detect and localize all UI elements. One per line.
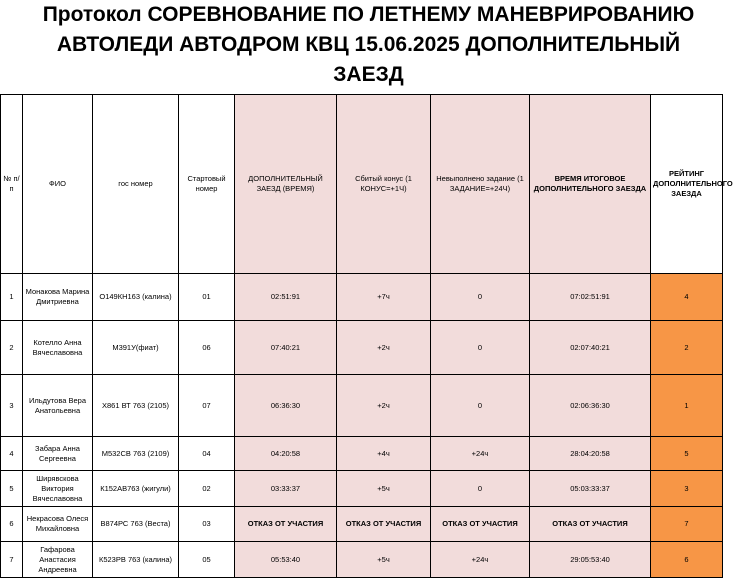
cell-rating: 7 (651, 507, 723, 542)
cell-fio: Некрасова Олеся Михайловна (23, 507, 93, 542)
cell-rating: 3 (651, 471, 723, 507)
header-total: ВРЕМЯ ИТОГОВОЕ ДОПОЛНИТЕЛЬНОГО ЗАЕЗДА (530, 95, 651, 274)
cell-num: 6 (1, 507, 23, 542)
cell-cones: +5ч (337, 542, 431, 578)
cell-plate: К523РВ 763 (калина) (93, 542, 179, 578)
cell-num: 5 (1, 471, 23, 507)
cell-start: 03 (179, 507, 235, 542)
cell-num: 4 (1, 437, 23, 471)
cell-num: 7 (1, 542, 23, 578)
cell-task: 0 (431, 375, 530, 437)
cell-fio: Гафарова Анастасия Андреевна (23, 542, 93, 578)
table-row (1, 375, 723, 437)
cell-time: 06:36:30 (235, 375, 337, 437)
cell-rating: 1 (651, 375, 723, 437)
cell-fio: Монакова Марина Дмитриевна (23, 274, 93, 321)
table-row (1, 274, 723, 321)
cell-start: 07 (179, 375, 235, 437)
cell-plate: М391У(фиат) (93, 321, 179, 375)
cell-rating: 5 (651, 437, 723, 471)
cell-fio: Забара Анна Сергеевна (23, 437, 93, 471)
cell-time: ОТКАЗ ОТ УЧАСТИЯ (235, 507, 337, 542)
cell-fio: Ширявскова Виктория Вячеславовна (23, 471, 93, 507)
cell-total: 07:02:51:91 (530, 274, 651, 321)
cell-rating: 6 (651, 542, 723, 578)
cell-rating: 4 (651, 274, 723, 321)
header-start: Стартовый номер (179, 95, 235, 274)
cell-task: +24ч (431, 437, 530, 471)
cell-start: 02 (179, 471, 235, 507)
cell-num: 2 (1, 321, 23, 375)
cell-plate: М532СВ 763 (2109) (93, 437, 179, 471)
cell-plate: Х861 ВТ 763 (2105) (93, 375, 179, 437)
header-cones: Сбитый конус (1 КОНУС=+1Ч) (337, 95, 431, 274)
cell-total: ОТКАЗ ОТ УЧАСТИЯ (530, 507, 651, 542)
table-row (1, 507, 723, 542)
cell-total: 05:03:33:37 (530, 471, 651, 507)
cell-start: 04 (179, 437, 235, 471)
cell-start: 05 (179, 542, 235, 578)
header-num: № п/п (1, 95, 23, 274)
cell-cones: +7ч (337, 274, 431, 321)
header-rating: РЕЙТИНГ ДОПОЛНИТЕЛЬНОГО ЗАЕЗДА (651, 95, 723, 274)
cell-num: 3 (1, 375, 23, 437)
table-row (1, 471, 723, 507)
title-line-1: Протокол СОРЕВНОВАНИЕ ПО ЛЕТНЕМУ МАНЕВРИРОВАНИЮ (42, 3, 695, 26)
cell-total: 29:05:53:40 (530, 542, 651, 578)
title-line-2: АВТОЛЕДИ АВТОДРОМ КВЦ 15.06.2025 ДОПОЛНИТЕЛЬНЫЙ (56, 33, 681, 56)
cell-task: ОТКАЗ ОТ УЧАСТИЯ (431, 507, 530, 542)
header-fio: ФИО (23, 95, 93, 274)
table-header-row (1, 95, 723, 274)
cell-time: 05:53:40 (235, 542, 337, 578)
cell-time: 02:51:91 (235, 274, 337, 321)
cell-total: 02:07:40:21 (530, 321, 651, 375)
cell-task: +24ч (431, 542, 530, 578)
cell-plate: О149КН163 (калина) (93, 274, 179, 321)
cell-num: 1 (1, 274, 23, 321)
table-row (1, 321, 723, 375)
cell-fio: Ильдутова Вера Анатольевна (23, 375, 93, 437)
cell-cones: +2ч (337, 375, 431, 437)
cell-task: 0 (431, 274, 530, 321)
cell-total: 28:04:20:58 (530, 437, 651, 471)
table-row (1, 437, 723, 471)
title-line-3: ЗАЕЗД (333, 63, 404, 86)
cell-total: 02:06:36:30 (530, 375, 651, 437)
cell-plate: К152АВ763 (жигули) (93, 471, 179, 507)
cell-task: 0 (431, 471, 530, 507)
cell-cones: ОТКАЗ ОТ УЧАСТИЯ (337, 507, 431, 542)
header-task: Невыполнено задание (1 ЗАДАНИЕ=+24Ч) (431, 95, 530, 274)
cell-task: 0 (431, 321, 530, 375)
cell-time: 07:40:21 (235, 321, 337, 375)
cell-rating: 2 (651, 321, 723, 375)
header-time: ДОПОЛНИТЕЛЬНЫЙ ЗАЕЗД (ВРЕМЯ) (235, 95, 337, 274)
page-title (0, 0, 737, 90)
cell-start: 06 (179, 321, 235, 375)
results-table (0, 94, 733, 578)
table-row (1, 542, 723, 578)
cell-cones: +5ч (337, 471, 431, 507)
cell-cones: +4ч (337, 437, 431, 471)
cell-time: 03:33:37 (235, 471, 337, 507)
cell-plate: В874РС 763 (Веста) (93, 507, 179, 542)
cell-time: 04:20:58 (235, 437, 337, 471)
header-plate: гос номер (93, 95, 179, 274)
cell-start: 01 (179, 274, 235, 321)
cell-cones: +2ч (337, 321, 431, 375)
cell-fio: Котелло Анна Вячеславовна (23, 321, 93, 375)
